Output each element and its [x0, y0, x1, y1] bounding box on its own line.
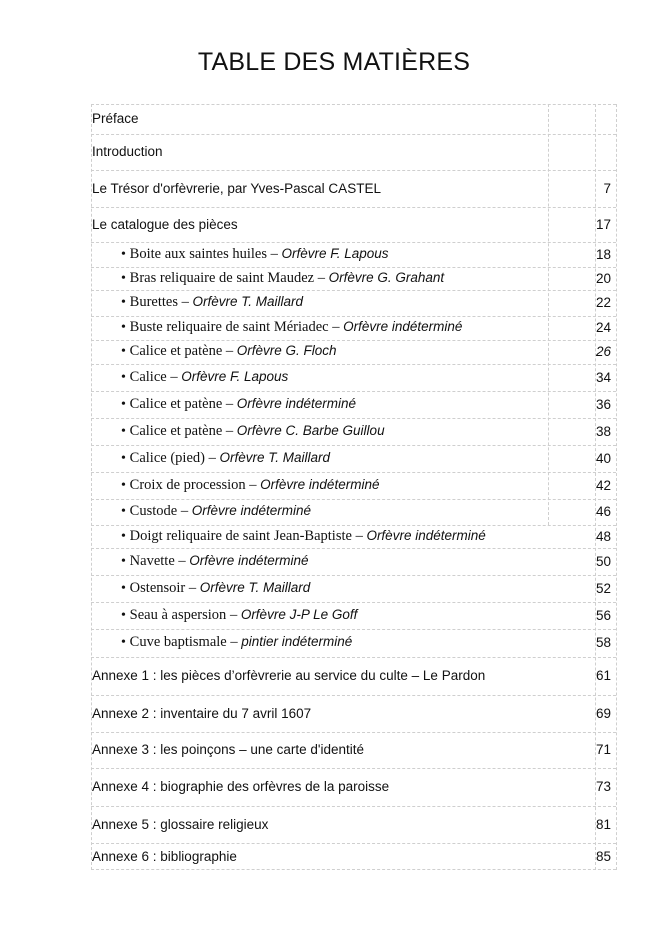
item-maker: Orfèvre G. Floch: [236, 343, 337, 358]
item-maker: Orfèvre T. Maillard: [192, 294, 304, 309]
toc-page-number: 26: [595, 344, 611, 359]
toc-entry-title: Annexe 2 : inventaire du 7 avril 1607: [92, 705, 312, 721]
toc-page-number: 17: [595, 216, 611, 232]
item-separator: –: [222, 422, 237, 439]
toc-page-number: 56: [595, 607, 611, 623]
toc-entry-title: [121, 450, 330, 467]
toc-section-row: [91, 207, 616, 242]
toc-page-number: 20: [595, 270, 611, 286]
toc-entry-title: Annexe 4 : biographie des orfèvres de la paroisse: [92, 779, 390, 794]
toc-annex-row: [91, 732, 616, 768]
toc-entry-title: Le Trésor d'orfèvrerie, par Yves-Pascal CASTEL: [92, 180, 381, 196]
toc-entry-title: [121, 477, 379, 494]
item-maker: Orfèvre T. Maillard: [219, 449, 330, 465]
toc-entry-title: Annexe 6 : bibliographie: [92, 848, 237, 864]
item-maker: Orfèvre G. Grahant: [328, 269, 445, 285]
table-divider: [91, 104, 92, 870]
toc-entry-title: [121, 343, 337, 360]
toc-page-number: 85: [595, 848, 611, 864]
item-maker: Orfèvre C. Barbe Guillou: [236, 422, 385, 438]
item-separator: –: [226, 634, 242, 650]
item-separator: –: [267, 245, 282, 262]
item-separator: –: [328, 319, 344, 335]
item-name: Croix de procession: [129, 476, 246, 493]
bullet-icon: •: [121, 477, 126, 493]
item-name: Navette: [129, 552, 175, 569]
item-separator: –: [222, 395, 237, 412]
toc-entry-title: Annexe 3 : les poinçons – une carte d'identité: [92, 742, 365, 757]
toc-page-number: 42: [595, 477, 611, 493]
item-maker: Orfèvre indéterminé: [189, 552, 309, 568]
toc-item-row: [91, 290, 616, 316]
toc-page-number: 48: [595, 528, 611, 544]
bullet-icon: •: [121, 369, 126, 385]
toc-item-row: [91, 364, 616, 391]
toc-entry-title: Annexe 5 : glossaire religieux: [92, 816, 269, 832]
toc-entry-title: [121, 270, 444, 287]
bullet-icon: •: [121, 504, 126, 519]
table-divider: [595, 104, 596, 870]
toc-page-number: 24: [595, 320, 611, 335]
toc-item-row: [91, 267, 616, 290]
bullet-icon: •: [121, 635, 126, 650]
toc-page-number: 36: [595, 396, 611, 412]
toc-section-row: [91, 170, 616, 207]
toc-annex-row: [91, 768, 616, 806]
item-name: Ostensoir: [129, 579, 186, 596]
item-maker: Orfèvre F. Lapous: [281, 245, 389, 261]
bullet-icon: •: [121, 320, 126, 335]
item-separator: –: [166, 368, 182, 385]
toc-page-number: 38: [595, 423, 611, 439]
toc-entry-title: [121, 246, 389, 263]
toc-page-number: 34: [595, 369, 611, 385]
item-separator: –: [226, 606, 241, 623]
toc-entry-title: Le catalogue des pièces: [92, 216, 238, 232]
item-name: Calice (pied): [129, 449, 205, 466]
toc-entry-title: [121, 553, 309, 570]
toc-annex-row: [91, 843, 616, 870]
toc-entry-title: Préface: [92, 111, 139, 126]
bullet-icon: •: [121, 246, 126, 262]
bullet-icon: •: [121, 607, 126, 623]
toc-page-number: 50: [595, 553, 611, 569]
item-maker: Orfèvre J-P Le Goff: [240, 606, 358, 622]
item-name: Custode: [129, 503, 178, 519]
toc-item-row: [91, 445, 616, 472]
item-name: Seau à aspersion: [129, 606, 227, 623]
toc-page-number: 58: [595, 635, 611, 650]
toc-entry-title: [121, 503, 311, 520]
bullet-icon: •: [121, 344, 126, 359]
toc-section-row: [91, 134, 616, 170]
toc-entry-title: [121, 319, 462, 336]
bullet-icon: •: [121, 295, 126, 310]
bullet-icon: •: [121, 450, 126, 466]
item-name: Cuve baptismale: [129, 634, 227, 650]
toc-page-number: 22: [595, 295, 611, 310]
toc-entry-title: Annexe 1 : les pièces d’orfèvrerie au service du culte – Le Pardon: [92, 668, 486, 683]
item-separator: –: [178, 294, 193, 310]
toc-entry-title: [121, 369, 288, 386]
item-name: Calice: [129, 368, 167, 385]
toc-item-row: [91, 391, 616, 418]
toc-page-number: 52: [595, 580, 611, 596]
item-name: Calice et patène: [129, 422, 223, 439]
item-name: Calice et patène: [129, 343, 223, 359]
item-name: Boite aux saintes huiles: [129, 245, 267, 262]
item-separator: –: [177, 503, 192, 519]
toc-item-row: [91, 472, 616, 499]
toc-entry-title: [121, 580, 310, 597]
item-separator: –: [351, 527, 367, 544]
toc-page-number: 7: [603, 180, 611, 196]
item-maker: Orfèvre F. Lapous: [181, 368, 289, 384]
toc-item-row: [91, 602, 616, 629]
item-separator: –: [185, 579, 200, 596]
toc-entry-title: [121, 423, 385, 440]
toc-page-number: 40: [595, 450, 611, 466]
item-maker: Orfèvre indéterminé: [366, 527, 486, 543]
toc-page-number: 71: [595, 742, 611, 757]
bullet-icon: •: [121, 396, 126, 412]
toc-page-number: 61: [595, 668, 611, 683]
toc-entry-title: [121, 528, 486, 545]
item-separator: –: [174, 552, 190, 569]
toc-item-row: [91, 499, 616, 525]
item-name: Doigt reliquaire de saint Jean-Baptiste: [129, 527, 352, 544]
item-maker: Orfèvre indéterminé: [260, 476, 380, 492]
item-maker: Orfèvre indéterminé: [343, 319, 463, 334]
toc-page-number: 73: [595, 779, 611, 794]
item-separator: –: [245, 476, 261, 493]
item-separator: –: [204, 449, 220, 466]
item-name: Buste reliquaire de saint Mériadec: [129, 319, 329, 335]
toc-page-number: 69: [595, 705, 611, 721]
table-divider: [616, 104, 617, 870]
bullet-icon: •: [121, 580, 126, 596]
toc-item-row: [91, 340, 616, 364]
toc-entry-title: [121, 294, 303, 311]
item-name: Bras reliquaire de saint Maudez: [129, 269, 315, 286]
toc-item-row: [91, 548, 616, 575]
toc-item-row: [91, 525, 616, 548]
toc-entry-title: [121, 607, 357, 624]
item-maker: Orfèvre T. Maillard: [199, 579, 311, 595]
toc-entry-title: Introduction: [92, 144, 163, 159]
toc-page-number: 81: [595, 816, 611, 832]
toc-item-row: [91, 418, 616, 445]
toc-annex-row: [91, 695, 616, 732]
bullet-icon: •: [121, 528, 126, 544]
item-separator: –: [222, 343, 237, 359]
toc-entry-title: [121, 396, 356, 413]
toc-item-row: [91, 575, 616, 602]
page-title: TABLE DES MATIÈRES: [197, 48, 471, 76]
toc-item-row: [91, 629, 616, 657]
item-maker: Orfèvre indéterminé: [236, 395, 357, 411]
table-divider: [548, 104, 549, 525]
toc-page-number: 18: [595, 246, 611, 262]
toc-entry-title: [121, 634, 352, 651]
bullet-icon: •: [121, 423, 126, 439]
toc-item-row: [91, 242, 616, 267]
item-maker: pintier indéterminé: [241, 634, 353, 649]
item-name: Burettes: [129, 294, 178, 310]
item-name: Calice et patène: [129, 395, 223, 412]
toc-item-row: [91, 316, 616, 340]
toc-annex-row: [91, 806, 616, 843]
toc-annex-row: [91, 657, 616, 695]
item-maker: Orfèvre indéterminé: [191, 503, 312, 518]
toc-section-row: [91, 104, 616, 134]
item-separator: –: [314, 269, 329, 286]
bullet-icon: •: [121, 553, 126, 569]
bullet-icon: •: [121, 270, 126, 286]
toc-page-number: 46: [595, 504, 611, 519]
